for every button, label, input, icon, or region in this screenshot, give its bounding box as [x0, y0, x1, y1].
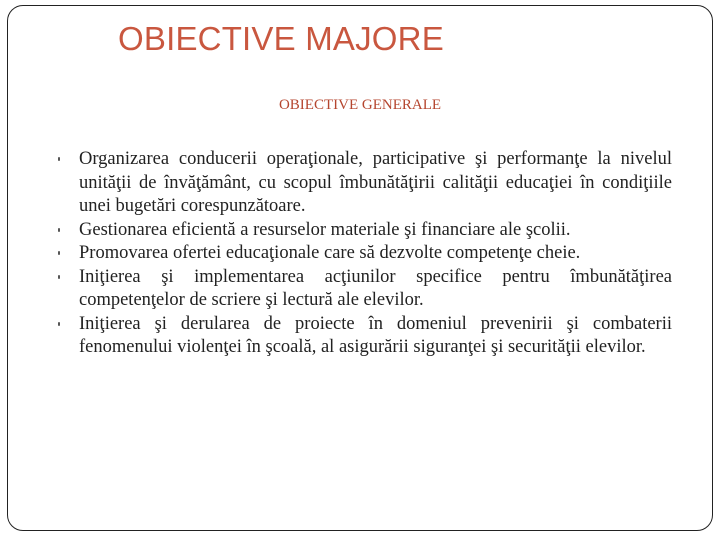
slide-subtitle: OBIECTIVE GENERALE: [278, 97, 442, 113]
slide-title: OBIECTIVE MAJORE: [118, 20, 444, 57]
bullet-marker-icon: [58, 251, 60, 255]
bullet-item: [58, 266, 672, 313]
bullet-text: Gestionarea eficientă a resurselor materiale şi financiare ale şcolii.: [79, 219, 571, 240]
bullet-marker-icon: [58, 157, 60, 161]
bullet-text: Iniţierea şi implementarea acţiunilor specifice pentru îmbunătăţirea competenţelor de scriere şi lectură ale elevilor.: [79, 266, 672, 310]
bullet-marker-icon: [58, 228, 60, 232]
bullet-list: [58, 148, 672, 360]
bullet-item: [58, 313, 672, 360]
bullet-text: Promovarea ofertei educaţionale care să dezvolte competenţe cheie.: [79, 243, 581, 263]
bullet-text: Iniţierea şi derularea de proiecte în domeniul prevenirii şi combaterii fenomenului violenţei în şcoală, al asigurării siguranţei şi securităţii elevilor.: [79, 313, 672, 357]
bullet-marker-icon: [58, 322, 60, 326]
bullet-marker-icon: [58, 275, 60, 279]
bullet-item: [58, 148, 672, 219]
bullet-item: [58, 219, 672, 243]
bullet-item: [58, 242, 672, 266]
bullet-text: Organizarea conducerii operaţionale, participative şi performanţe la nivelul unităţii de învăţământ, cu scopul îmbunătăţirii calităţii educaţiei în condiţiile unei bugetări corespunzătoare.: [79, 149, 672, 216]
